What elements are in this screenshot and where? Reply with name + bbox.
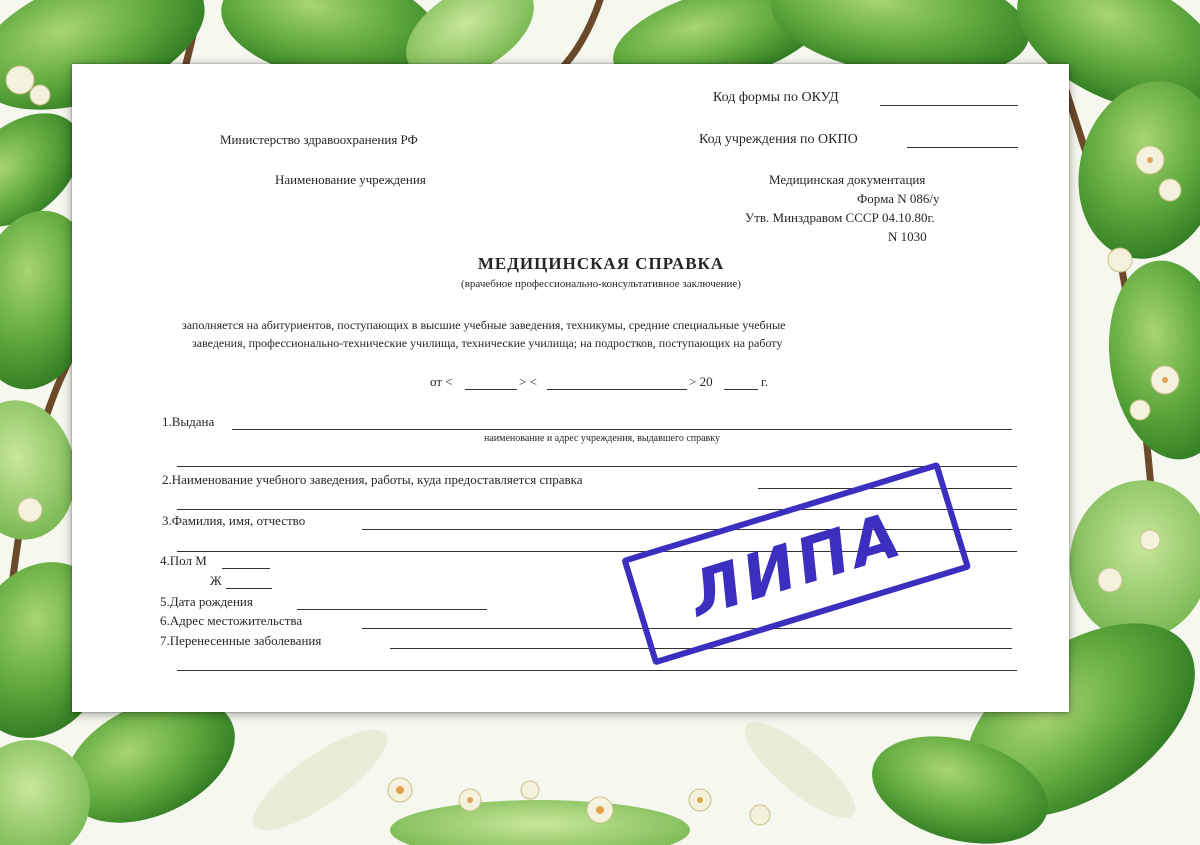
- okud-field-line: [880, 105, 1018, 106]
- sex-male-line: [222, 568, 270, 569]
- med-doc-label: Медицинская документация: [769, 172, 926, 187]
- diseases-label: 7.Перенесенные заболевания: [160, 633, 322, 648]
- sex-female-label: Ж: [210, 573, 222, 588]
- date-year-label: > 20: [689, 374, 713, 389]
- okud-label: Код формы по ОКУД: [713, 90, 839, 105]
- issued-label: 1.Выдана: [162, 414, 215, 429]
- diseases-extra-line: [177, 670, 1017, 671]
- date-day-line: [465, 389, 517, 390]
- ministry-label: Министерство здравоохранения РФ: [220, 132, 418, 147]
- sex-male-label: 4.Пол М: [160, 553, 207, 568]
- school-label: 2.Наименование учебного заведения, работы, куда предоставляется справка: [162, 472, 583, 487]
- lipa-stamp: [621, 462, 969, 664]
- address-label: 6.Адрес местожительства: [160, 613, 303, 628]
- intro-line-2: заведения, профессионально-технические училища, технические училища; на подростков, поступающих на работу: [192, 336, 783, 350]
- issued-extra-line: [177, 466, 1017, 467]
- issued-hint: наименование и адрес учреждения, выдавшего справку: [484, 433, 720, 444]
- okpo-field-line: [907, 147, 1018, 148]
- form-number-label: Форма N 086/у: [857, 191, 940, 206]
- intro-line-1: заполняется на абитуриентов, поступающих в высшие учебные заведения, техникумы, средние специальные учебные: [182, 318, 786, 332]
- certificate-title: МЕДИЦИНСКАЯ СПРАВКА: [477, 254, 725, 273]
- date-month-line: [547, 389, 687, 390]
- order-number-label: N 1030: [888, 229, 927, 244]
- approved-label: Утв. Минздравом СССР 04.10.80г.: [745, 210, 935, 225]
- date-from-label: от <: [430, 374, 453, 389]
- medical-certificate-document: [72, 64, 1069, 712]
- date-mid-label: > <: [519, 374, 537, 389]
- birth-date-label: 5.Дата рождения: [160, 594, 253, 609]
- date-suffix-label: г.: [761, 374, 769, 389]
- full-name-label: 3.Фамилия, имя, отчество: [162, 513, 306, 528]
- institution-label: Наименование учреждения: [275, 172, 426, 187]
- stamp-text: ЛИПА: [680, 496, 912, 631]
- birth-date-field-line: [297, 609, 487, 610]
- certificate-subtitle: (врачебное профессионально-консультативное заключение): [461, 278, 741, 290]
- sex-female-line: [226, 588, 272, 589]
- okpo-label: Код учреждения по ОКПО: [699, 132, 858, 147]
- issued-field-line: [232, 429, 1012, 430]
- date-year-line: [724, 389, 758, 390]
